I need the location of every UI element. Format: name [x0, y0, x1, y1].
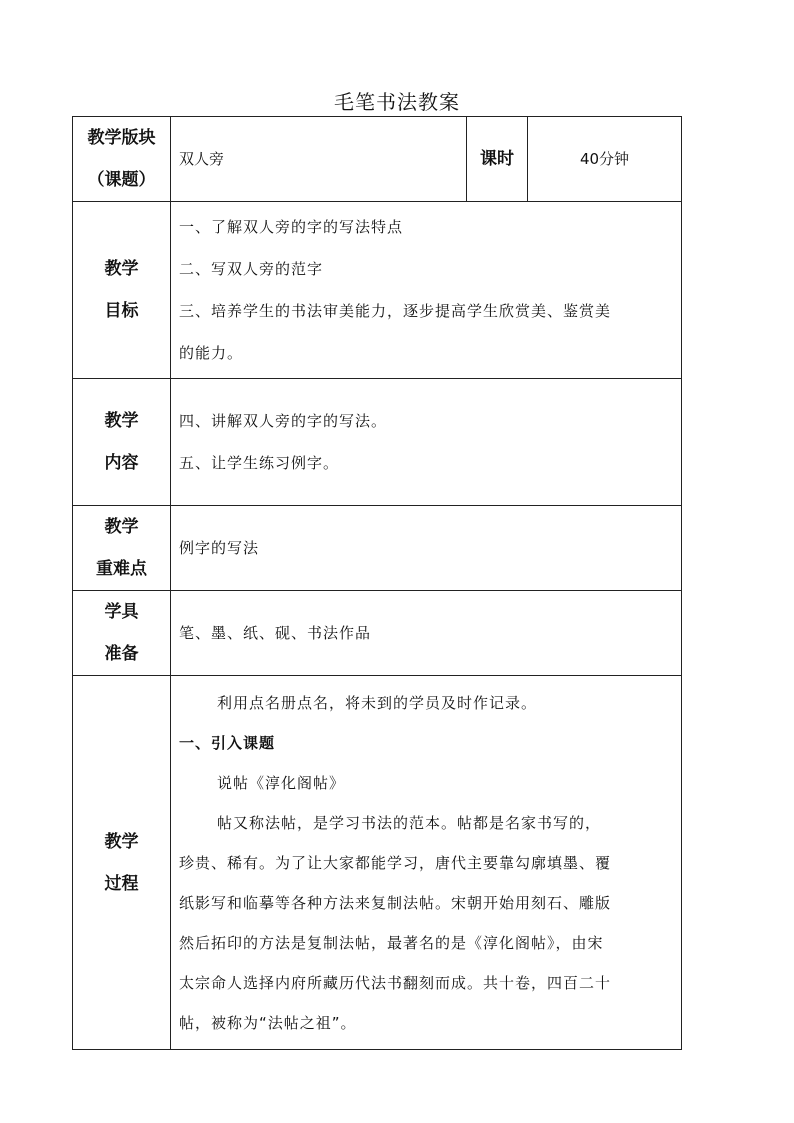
difficulty-row: [73, 506, 682, 591]
module-label-line1: 教学版块: [87, 128, 156, 148]
objectives-text: [171, 202, 682, 379]
lesson-plan-table: [72, 116, 682, 1050]
objective-line: 的能力。: [179, 344, 244, 362]
process-line: 帖又称法帖，是学习书法的范本。帖都是名家书写的，: [217, 813, 602, 832]
content-label-cell: [73, 379, 171, 506]
process-label-cell: [73, 676, 171, 1050]
process-row: [73, 676, 682, 1050]
objective-line: 一、了解双人旁的字的写法特点: [179, 218, 404, 236]
period-label: 课时: [467, 117, 528, 202]
process-section-heading: 一、引入课题: [179, 733, 276, 752]
topic-value: 双人旁: [171, 117, 467, 202]
content-text: [171, 379, 682, 506]
content-label-line2: 内容: [104, 453, 139, 473]
difficulty-label-line1: 教学: [104, 517, 139, 537]
page-title: 毛笔书法教案: [334, 90, 460, 114]
process-text: [171, 676, 682, 1050]
content-row: [73, 379, 682, 506]
materials-label-cell: [73, 591, 171, 676]
objectives-label-line2: 目标: [104, 301, 139, 321]
objectives-row: [73, 202, 682, 379]
process-line: 帖，被称为“法帖之祖”。: [179, 1013, 357, 1032]
process-label-line2: 过程: [104, 873, 139, 894]
process-line: 说帖《淳化阁帖》: [217, 773, 346, 792]
materials-label-line1: 学具: [104, 602, 139, 622]
difficulty-label-cell: [73, 506, 171, 591]
process-line: 珍贵、稀有。为了让大家都能学习，唐代主要靠勾廓填墨、覆: [179, 853, 612, 872]
objective-line: 三、培养学生的书法审美能力，逐步提高学生欣赏美、鉴赏美: [179, 302, 612, 320]
objectives-label-cell: [73, 202, 171, 379]
content-line: 五、让学生练习例字。: [179, 454, 340, 472]
process-line: 纸影写和临摹等各种方法来复制法帖。宋朝开始用刻石、雕版: [179, 893, 612, 912]
process-label-line1: 教学: [104, 831, 139, 852]
objectives-label-line1: 教学: [104, 259, 139, 279]
objective-line: 二、写双人旁的范字: [179, 260, 324, 278]
difficulty-text: 例字的写法: [171, 506, 682, 591]
process-line: 利用点名册点名，将未到的学员及时作记录。: [217, 693, 538, 712]
process-line: 然后拓印的方法是复制法帖，最著名的是《淳化阁帖》，由宋: [179, 933, 604, 952]
process-line: 太宗命人选择内府所藏历代法书翻刻而成。共十卷，四百二十: [179, 973, 612, 992]
module-label-line2: （课题）: [87, 170, 156, 190]
materials-text: 笔、墨、纸、砚、书法作品: [171, 591, 682, 676]
period-value: 40分钟: [528, 117, 682, 202]
content-line: 四、讲解双人旁的字的写法。: [179, 412, 388, 430]
materials-row: [73, 591, 682, 676]
module-label-cell: [73, 117, 171, 202]
topic-row: [73, 117, 682, 202]
difficulty-label-line2: 重难点: [96, 559, 147, 579]
content-label-line1: 教学: [104, 411, 139, 431]
materials-label-line2: 准备: [104, 644, 139, 664]
